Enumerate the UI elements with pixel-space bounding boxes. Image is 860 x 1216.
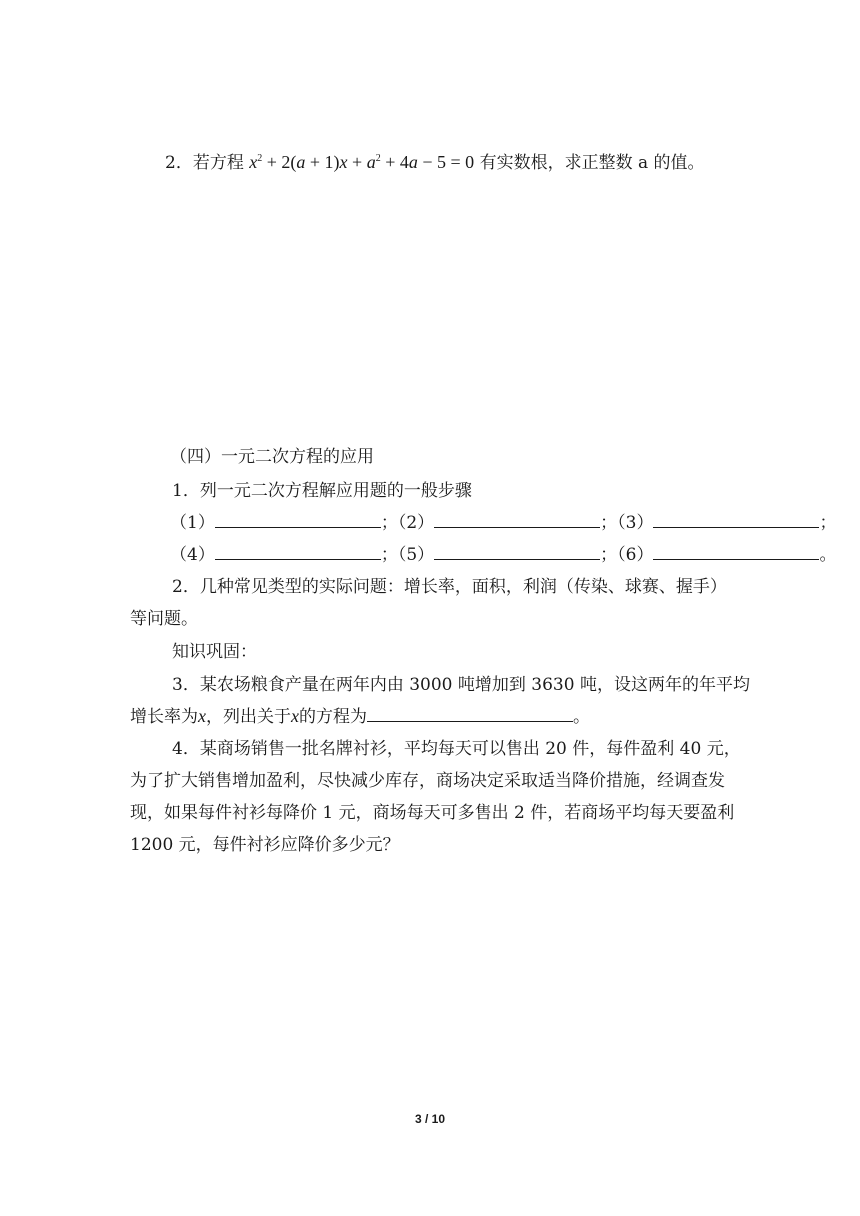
variable-x-2: x <box>291 706 299 726</box>
equation-answer-blank[interactable] <box>367 706 573 722</box>
step-3-blank[interactable] <box>653 512 819 528</box>
step-5: ；（5） <box>381 544 600 566</box>
step-1: （1） <box>170 512 381 534</box>
question-4-line-1: 4．某商场销售一批名牌衬衫，平均每天可以售出 20 件，每件盈利 40 元， <box>172 739 741 759</box>
question-text-post: 有实数根，求正整数 a 的值。 <box>479 153 705 173</box>
step-6-blank[interactable] <box>653 544 819 560</box>
item-2-line-2: 等问题。 <box>130 609 198 629</box>
step-2-blank[interactable] <box>434 512 600 528</box>
step-1-blank[interactable] <box>215 512 381 528</box>
step-4-blank[interactable] <box>215 544 381 560</box>
item-2-line-1: 2．几种常见类型的实际问题：增长率，面积，利润（传染、球赛、握手） <box>172 577 727 597</box>
section-title: （四）一元二次方程的应用 <box>170 447 374 467</box>
step-5-blank[interactable] <box>434 544 600 560</box>
question-4-line-4: 1200 元，每件衬衫应降价多少元？ <box>130 835 400 855</box>
page-number: 3 / 10 <box>414 1112 446 1126</box>
steps-row-1 <box>170 512 837 534</box>
question-2 <box>165 148 705 174</box>
steps-row-2 <box>170 544 837 566</box>
question-3-line-1: 3．某农场粮食产量在两年内由 3000 吨增加到 3630 吨，设这两年的年平均 <box>172 675 750 695</box>
question-3-line-2: 增长率为x，列出关于x的方程为 。 <box>130 706 590 727</box>
variable-x: x <box>198 706 206 726</box>
item-1: 1．列一元二次方程解应用题的一般步骤 <box>172 481 472 501</box>
question-number: 2． <box>165 153 193 173</box>
consolidate-heading: 知识巩固： <box>172 642 257 662</box>
step-3: ；（3） ； <box>600 513 837 533</box>
equation: $x^2 + 2(a + 1)x + a^2 + 4a - 5 = 0$ <box>249 152 475 172</box>
step-4: （4） <box>170 544 381 566</box>
step-2: ；（2） <box>381 512 600 534</box>
step-6: ；（6） 。 <box>600 545 837 565</box>
question-4-line-2: 为了扩大销售增加盈利，尽快减少库存，商场决定采取适当降价措施，经调查发 <box>130 771 725 791</box>
question-text-pre: 若方程 <box>192 153 244 173</box>
question-4-line-3: 现，如果每件衬衫每降价 1 元，商场每天可多售出 2 件，若商场平均每天要盈利 <box>130 803 735 823</box>
